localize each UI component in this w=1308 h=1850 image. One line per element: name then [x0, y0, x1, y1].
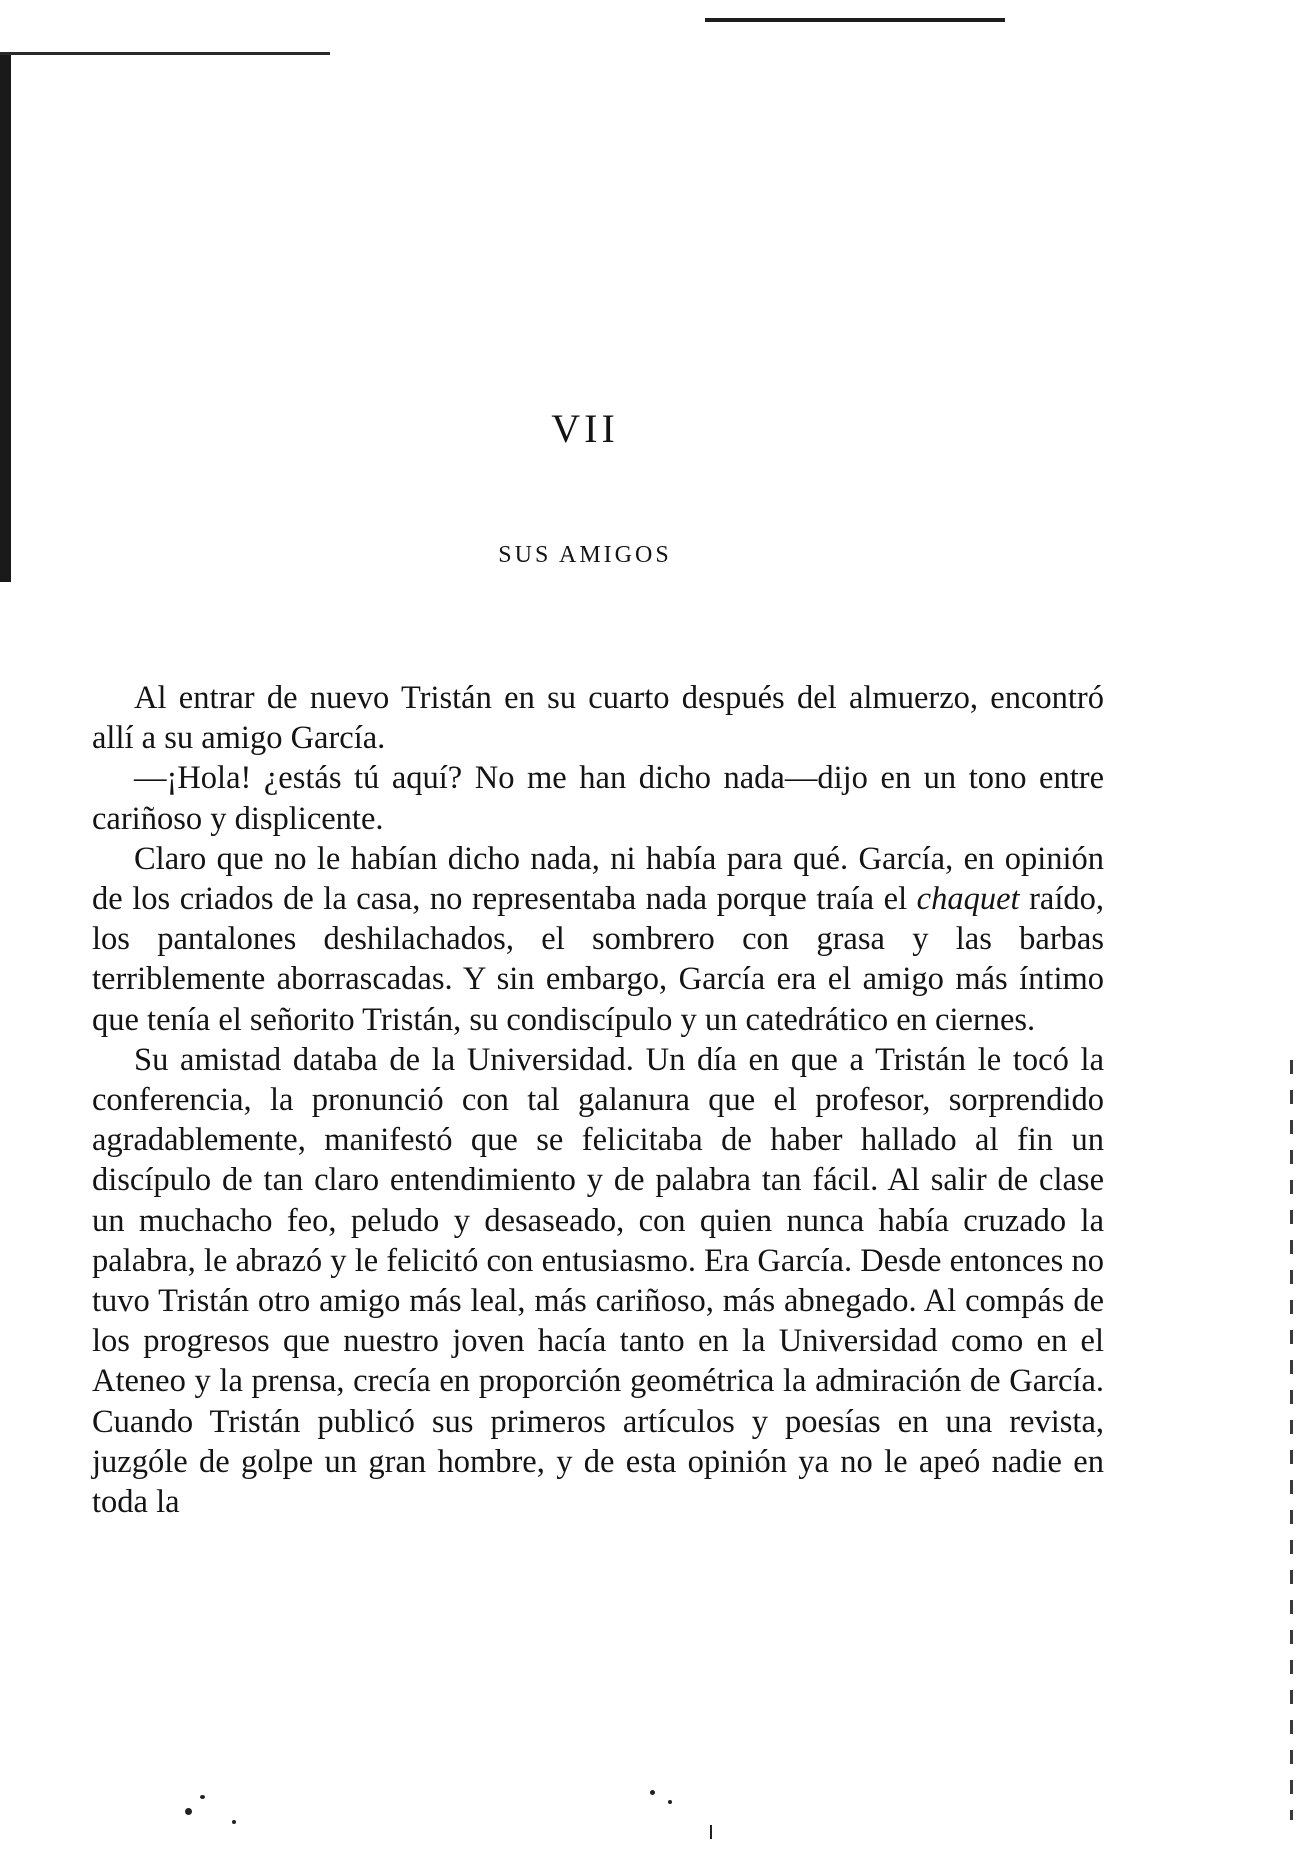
paragraph: Su amistad databa de la Universidad. Un día en que a Tristán le tocó la conferencia, la pronunció con tal galanura que el profesor, sorprendido agradablemente, manifestó que se felicitaba de haber hallado al fin un discípulo de tan claro entendimiento y de palabra tan fácil. Al salir de clase un muchacho feo, peludo y desaseado, con quien nunca había cruzado la palabra, le abrazó y le felicitó con entusiasmo. Era García. Desde entonces no tuvo Tristán otro amigo más leal, más cariñoso, más abnegado. Al compás de los progresos que nuestro joven hacía tanto en la Universidad como en el Ateneo y la prensa, crecía en proporción geométrica la admiración de García. Cuando Tristán publicó sus primeros artículos y poesías en una revista, juzgóle de golpe un gran hombre, y de esta opinión ya no le apeó nadie en toda la [92, 1041, 1104, 1521]
italic-word: chaquet [916, 881, 1020, 918]
paragraph-text: Claro que no le habían dicho nada, ni había para qué. García, en opinión de los criados de la casa, no representaba nada porque traía el [92, 840, 1104, 918]
body-text [92, 678, 1104, 1522]
ink-speck [668, 1800, 672, 1804]
ink-speck [232, 1820, 236, 1824]
ink-speck [710, 1825, 712, 1839]
paragraph [92, 839, 1104, 1040]
ink-speck [650, 1790, 655, 1795]
ink-speck [200, 1795, 205, 1799]
chapter-number: VII [551, 406, 619, 451]
scan-edge-top [0, 52, 330, 55]
ink-speck [185, 1808, 192, 1815]
scan-edge-left [0, 52, 11, 582]
paragraph-text: raído, los pantalones deshilachados, el sombrero con grasa y las barbas terriblemente aborrascadas. Y sin embargo, García era el amigo más íntimo que tenía el señorito Tristán, su condiscípulo y un catedrático en ciernes. [92, 881, 1104, 1038]
chapter-title: SUS AMIGOS [498, 542, 672, 568]
scan-line-top-right [705, 18, 1005, 22]
scan-edge-right [1290, 1060, 1293, 1820]
paragraph: Al entrar de nuevo Tristán en su cuarto después del almuerzo, encontró allí a su amigo García. [92, 680, 1104, 757]
paragraph: —¡Hola! ¿estás tú aquí? No me han dicho nada—dijo en un tono entre cariñoso y displicente. [92, 760, 1104, 837]
